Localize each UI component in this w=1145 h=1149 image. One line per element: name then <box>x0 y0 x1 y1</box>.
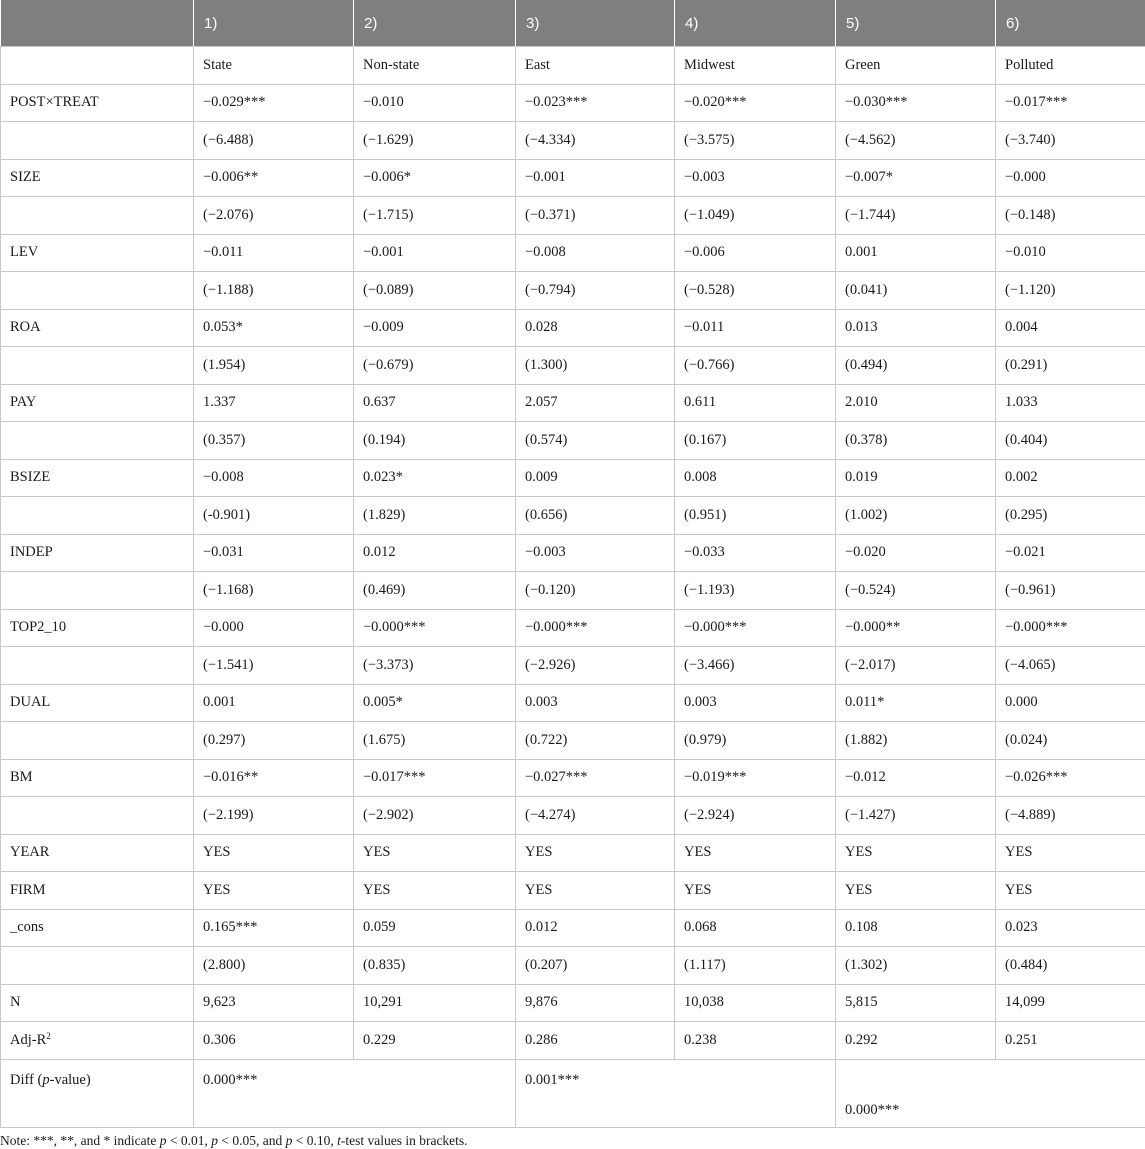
table-row <box>1 422 1145 460</box>
table-cell: −0.006 <box>675 234 836 272</box>
table-cell: −0.008 <box>516 234 675 272</box>
header-cell: 6) <box>996 0 1145 47</box>
row-label: TOP2_10 <box>1 609 194 647</box>
row-label <box>1 497 194 535</box>
diff-value: 0.000*** <box>194 1059 516 1127</box>
table-cell: −0.011 <box>675 309 836 347</box>
table-cell: (0.207) <box>516 947 675 985</box>
table-cell: 9,623 <box>194 984 354 1022</box>
table-cell: (−4.065) <box>996 647 1145 685</box>
table-row <box>1 647 1145 685</box>
row-label: LEV <box>1 234 194 272</box>
table-row <box>1 234 1145 272</box>
table-row <box>1 684 1145 722</box>
header-cell: 2) <box>354 0 516 47</box>
row-label: BSIZE <box>1 459 194 497</box>
table-cell: 0.008 <box>675 459 836 497</box>
header-cell: 5) <box>836 0 996 47</box>
row-label <box>1 422 194 460</box>
table-cell: 14,099 <box>996 984 1145 1022</box>
table-cell: 0.286 <box>516 1022 675 1060</box>
table-cell: (2.800) <box>194 947 354 985</box>
table-cell: 0.165*** <box>194 909 354 947</box>
table-cell: (−0.148) <box>996 197 1145 235</box>
row-label <box>1 197 194 235</box>
table-cell: (1.882) <box>836 722 996 760</box>
table-cell: 10,291 <box>354 984 516 1022</box>
table-cell: YES <box>836 872 996 910</box>
table-cell: (−6.488) <box>194 122 354 160</box>
table-cell: −0.020*** <box>675 84 836 122</box>
table-cell: 0.053* <box>194 309 354 347</box>
table-cell: 0.238 <box>675 1022 836 1060</box>
table-cell: YES <box>194 834 354 872</box>
table-row <box>1 834 1145 872</box>
table-cell: (−2.076) <box>194 197 354 235</box>
group-cell <box>1 47 194 85</box>
table-cell: (−2.926) <box>516 647 675 685</box>
table-cell: (−1.629) <box>354 122 516 160</box>
table-cell: (−2.902) <box>354 797 516 835</box>
table-cell: −0.017*** <box>354 759 516 797</box>
table-cell: (−0.961) <box>996 572 1145 610</box>
table-cell: (1.954) <box>194 347 354 385</box>
table-cell: −0.011 <box>194 234 354 272</box>
table-cell: −0.019*** <box>675 759 836 797</box>
table-cell: 0.001 <box>194 684 354 722</box>
table-cell: −0.023*** <box>516 84 675 122</box>
table-row <box>1 572 1145 610</box>
table-cell: −0.010 <box>996 234 1145 272</box>
table-cell: 1.033 <box>996 384 1145 422</box>
table-cell: −0.029*** <box>194 84 354 122</box>
table-cell: (0.656) <box>516 497 675 535</box>
table-cell: (−0.766) <box>675 347 836 385</box>
table-cell: −0.000** <box>836 609 996 647</box>
table-row <box>1 272 1145 310</box>
table-cell: 0.023 <box>996 909 1145 947</box>
table-cell: 0.251 <box>996 1022 1145 1060</box>
row-label: FIRM <box>1 872 194 910</box>
table-cell: −0.000 <box>996 159 1145 197</box>
table-cell: −0.003 <box>675 159 836 197</box>
table-cell: 0.012 <box>354 534 516 572</box>
table-row <box>1 1022 1145 1060</box>
row-label: POST×TREAT <box>1 84 194 122</box>
table-cell: (−1.427) <box>836 797 996 835</box>
table-cell: (0.295) <box>996 497 1145 535</box>
table-cell: 0.002 <box>996 459 1145 497</box>
table-cell: 0.000 <box>996 684 1145 722</box>
table-cell: YES <box>194 872 354 910</box>
table-cell: (1.002) <box>836 497 996 535</box>
group-row <box>1 47 1145 85</box>
table-cell: 0.011* <box>836 684 996 722</box>
group-cell: Non-state <box>354 47 516 85</box>
group-cell: Green <box>836 47 996 85</box>
group-cell: Polluted <box>996 47 1145 85</box>
table-cell: −0.021 <box>996 534 1145 572</box>
table-cell: (1.117) <box>675 947 836 985</box>
row-label: ROA <box>1 309 194 347</box>
table-cell: YES <box>516 834 675 872</box>
table-cell: −0.016** <box>194 759 354 797</box>
table-cell: −0.003 <box>516 534 675 572</box>
table-row <box>1 459 1145 497</box>
table-row <box>1 159 1145 197</box>
table-cell: 2.010 <box>836 384 996 422</box>
table-cell: 0.023* <box>354 459 516 497</box>
table-cell: (1.675) <box>354 722 516 760</box>
table-cell: 10,038 <box>675 984 836 1022</box>
table-cell: −0.017*** <box>996 84 1145 122</box>
row-label: INDEP <box>1 534 194 572</box>
table-cell: (−0.679) <box>354 347 516 385</box>
table-cell: YES <box>354 834 516 872</box>
table-cell: 0.003 <box>516 684 675 722</box>
table-cell: (-0.901) <box>194 497 354 535</box>
table-row <box>1 309 1145 347</box>
diff-label: Diff (p-value) <box>1 1059 194 1127</box>
table-cell: −0.027*** <box>516 759 675 797</box>
table-cell: (−0.524) <box>836 572 996 610</box>
table-cell: 0.003 <box>675 684 836 722</box>
table-cell: (−4.334) <box>516 122 675 160</box>
table-cell: −0.010 <box>354 84 516 122</box>
table-row <box>1 197 1145 235</box>
table-cell: (−0.120) <box>516 572 675 610</box>
table-row <box>1 797 1145 835</box>
header-cell: 1) <box>194 0 354 47</box>
table-cell: (−1.193) <box>675 572 836 610</box>
row-label <box>1 572 194 610</box>
table-cell: (−0.089) <box>354 272 516 310</box>
table-row <box>1 722 1145 760</box>
table-cell: (0.574) <box>516 422 675 460</box>
row-label: YEAR <box>1 834 194 872</box>
table-cell: (0.404) <box>996 422 1145 460</box>
table-cell: 2.057 <box>516 384 675 422</box>
table-cell: −0.001 <box>516 159 675 197</box>
table-cell: −0.026*** <box>996 759 1145 797</box>
table-row <box>1 384 1145 422</box>
table-cell: −0.000 <box>194 609 354 647</box>
table-cell: (−2.924) <box>675 797 836 835</box>
table-cell: (−4.889) <box>996 797 1145 835</box>
table-cell: 0.068 <box>675 909 836 947</box>
table-cell: 0.019 <box>836 459 996 497</box>
table-cell: −0.009 <box>354 309 516 347</box>
table-cell: −0.000*** <box>675 609 836 647</box>
table-cell: YES <box>675 834 836 872</box>
table-cell: 9,876 <box>516 984 675 1022</box>
table-cell: (0.041) <box>836 272 996 310</box>
row-label: BM <box>1 759 194 797</box>
table-cell: (−2.199) <box>194 797 354 835</box>
row-label <box>1 797 194 835</box>
table-cell: 0.005* <box>354 684 516 722</box>
table-cell: −0.007* <box>836 159 996 197</box>
table-row <box>1 872 1145 910</box>
table-cell: YES <box>675 872 836 910</box>
table-cell: −0.001 <box>354 234 516 272</box>
row-label <box>1 947 194 985</box>
table-cell: YES <box>354 872 516 910</box>
table-cell: (−3.466) <box>675 647 836 685</box>
table-row <box>1 947 1145 985</box>
header-cell: 3) <box>516 0 675 47</box>
table-cell: (0.194) <box>354 422 516 460</box>
group-cell: East <box>516 47 675 85</box>
row-label: PAY <box>1 384 194 422</box>
table-cell: 0.306 <box>194 1022 354 1060</box>
table-cell: (0.167) <box>675 422 836 460</box>
table-cell: (−1.541) <box>194 647 354 685</box>
diff-value: 0.000*** <box>836 1059 1145 1127</box>
row-label: SIZE <box>1 159 194 197</box>
table-cell: (0.297) <box>194 722 354 760</box>
table-cell: 5,815 <box>836 984 996 1022</box>
row-label <box>1 122 194 160</box>
table-cell: −0.008 <box>194 459 354 497</box>
table-row <box>1 609 1145 647</box>
table-cell: 0.229 <box>354 1022 516 1060</box>
table-cell: −0.033 <box>675 534 836 572</box>
table-cell: (−3.373) <box>354 647 516 685</box>
row-label <box>1 272 194 310</box>
table-row <box>1 84 1145 122</box>
table-cell: YES <box>996 834 1145 872</box>
table-cell: (−1.120) <box>996 272 1145 310</box>
table-cell: (−0.528) <box>675 272 836 310</box>
table-cell: −0.020 <box>836 534 996 572</box>
table-cell: 0.009 <box>516 459 675 497</box>
table-cell: (−1.168) <box>194 572 354 610</box>
table-cell: 0.637 <box>354 384 516 422</box>
table-cell: (0.494) <box>836 347 996 385</box>
table-cell: −0.000*** <box>354 609 516 647</box>
table-cell: (0.951) <box>675 497 836 535</box>
table-row <box>1 122 1145 160</box>
table-cell: (−1.715) <box>354 197 516 235</box>
table-cell: (0.024) <box>996 722 1145 760</box>
table-row <box>1 909 1145 947</box>
table-cell: 0.001 <box>836 234 996 272</box>
table-cell: (0.291) <box>996 347 1145 385</box>
table-cell: (0.378) <box>836 422 996 460</box>
table-row <box>1 759 1145 797</box>
table-cell: (−3.740) <box>996 122 1145 160</box>
table-cell: (−1.049) <box>675 197 836 235</box>
table-cell: 0.611 <box>675 384 836 422</box>
row-label <box>1 722 194 760</box>
group-cell: State <box>194 47 354 85</box>
header-row <box>1 0 1145 47</box>
row-label: DUAL <box>1 684 194 722</box>
table-cell: (0.357) <box>194 422 354 460</box>
table-cell: (−2.017) <box>836 647 996 685</box>
row-label: Adj-$R^2$ <box>1 1022 194 1060</box>
table-cell: −0.006** <box>194 159 354 197</box>
table-cell: −0.000*** <box>516 609 675 647</box>
group-cell: Midwest <box>675 47 836 85</box>
table-cell: (−4.562) <box>836 122 996 160</box>
table-cell: YES <box>516 872 675 910</box>
table-cell: −0.000*** <box>996 609 1145 647</box>
table-cell: 0.292 <box>836 1022 996 1060</box>
table-cell: (1.300) <box>516 347 675 385</box>
table-cell: (−0.794) <box>516 272 675 310</box>
table-cell: (−1.188) <box>194 272 354 310</box>
table-cell: −0.006* <box>354 159 516 197</box>
table-cell: (0.469) <box>354 572 516 610</box>
diff-row <box>1 1059 1145 1127</box>
table-cell: (1.302) <box>836 947 996 985</box>
table-cell: −0.012 <box>836 759 996 797</box>
table-cell: 0.108 <box>836 909 996 947</box>
header-cell: 4) <box>675 0 836 47</box>
row-label <box>1 347 194 385</box>
table-cell: (−0.371) <box>516 197 675 235</box>
table-cell: (1.829) <box>354 497 516 535</box>
header-cell <box>1 0 194 47</box>
table-cell: −0.030*** <box>836 84 996 122</box>
table-cell: −0.031 <box>194 534 354 572</box>
diff-value: 0.001*** <box>516 1059 836 1127</box>
table-row <box>1 534 1145 572</box>
table-cell: 0.028 <box>516 309 675 347</box>
table-cell: 0.012 <box>516 909 675 947</box>
table-cell: 0.013 <box>836 309 996 347</box>
table-note: Note: ***, **, and * indicate p < 0.01, p < 0.05, and p < 0.10, t-test values in brackets. <box>0 1128 1145 1149</box>
table-cell: (−1.744) <box>836 197 996 235</box>
table-cell: YES <box>996 872 1145 910</box>
table-cell: YES <box>836 834 996 872</box>
row-label: _cons <box>1 909 194 947</box>
table-cell: (0.835) <box>354 947 516 985</box>
table-cell: (−4.274) <box>516 797 675 835</box>
table-cell: (0.484) <box>996 947 1145 985</box>
table-cell: (0.722) <box>516 722 675 760</box>
table-cell: 0.004 <box>996 309 1145 347</box>
table-row <box>1 497 1145 535</box>
table-cell: (−3.575) <box>675 122 836 160</box>
table-cell: (0.979) <box>675 722 836 760</box>
table-cell: 0.059 <box>354 909 516 947</box>
row-label: N <box>1 984 194 1022</box>
row-label <box>1 647 194 685</box>
table-cell: 1.337 <box>194 384 354 422</box>
table-row <box>1 984 1145 1022</box>
table-row <box>1 347 1145 385</box>
